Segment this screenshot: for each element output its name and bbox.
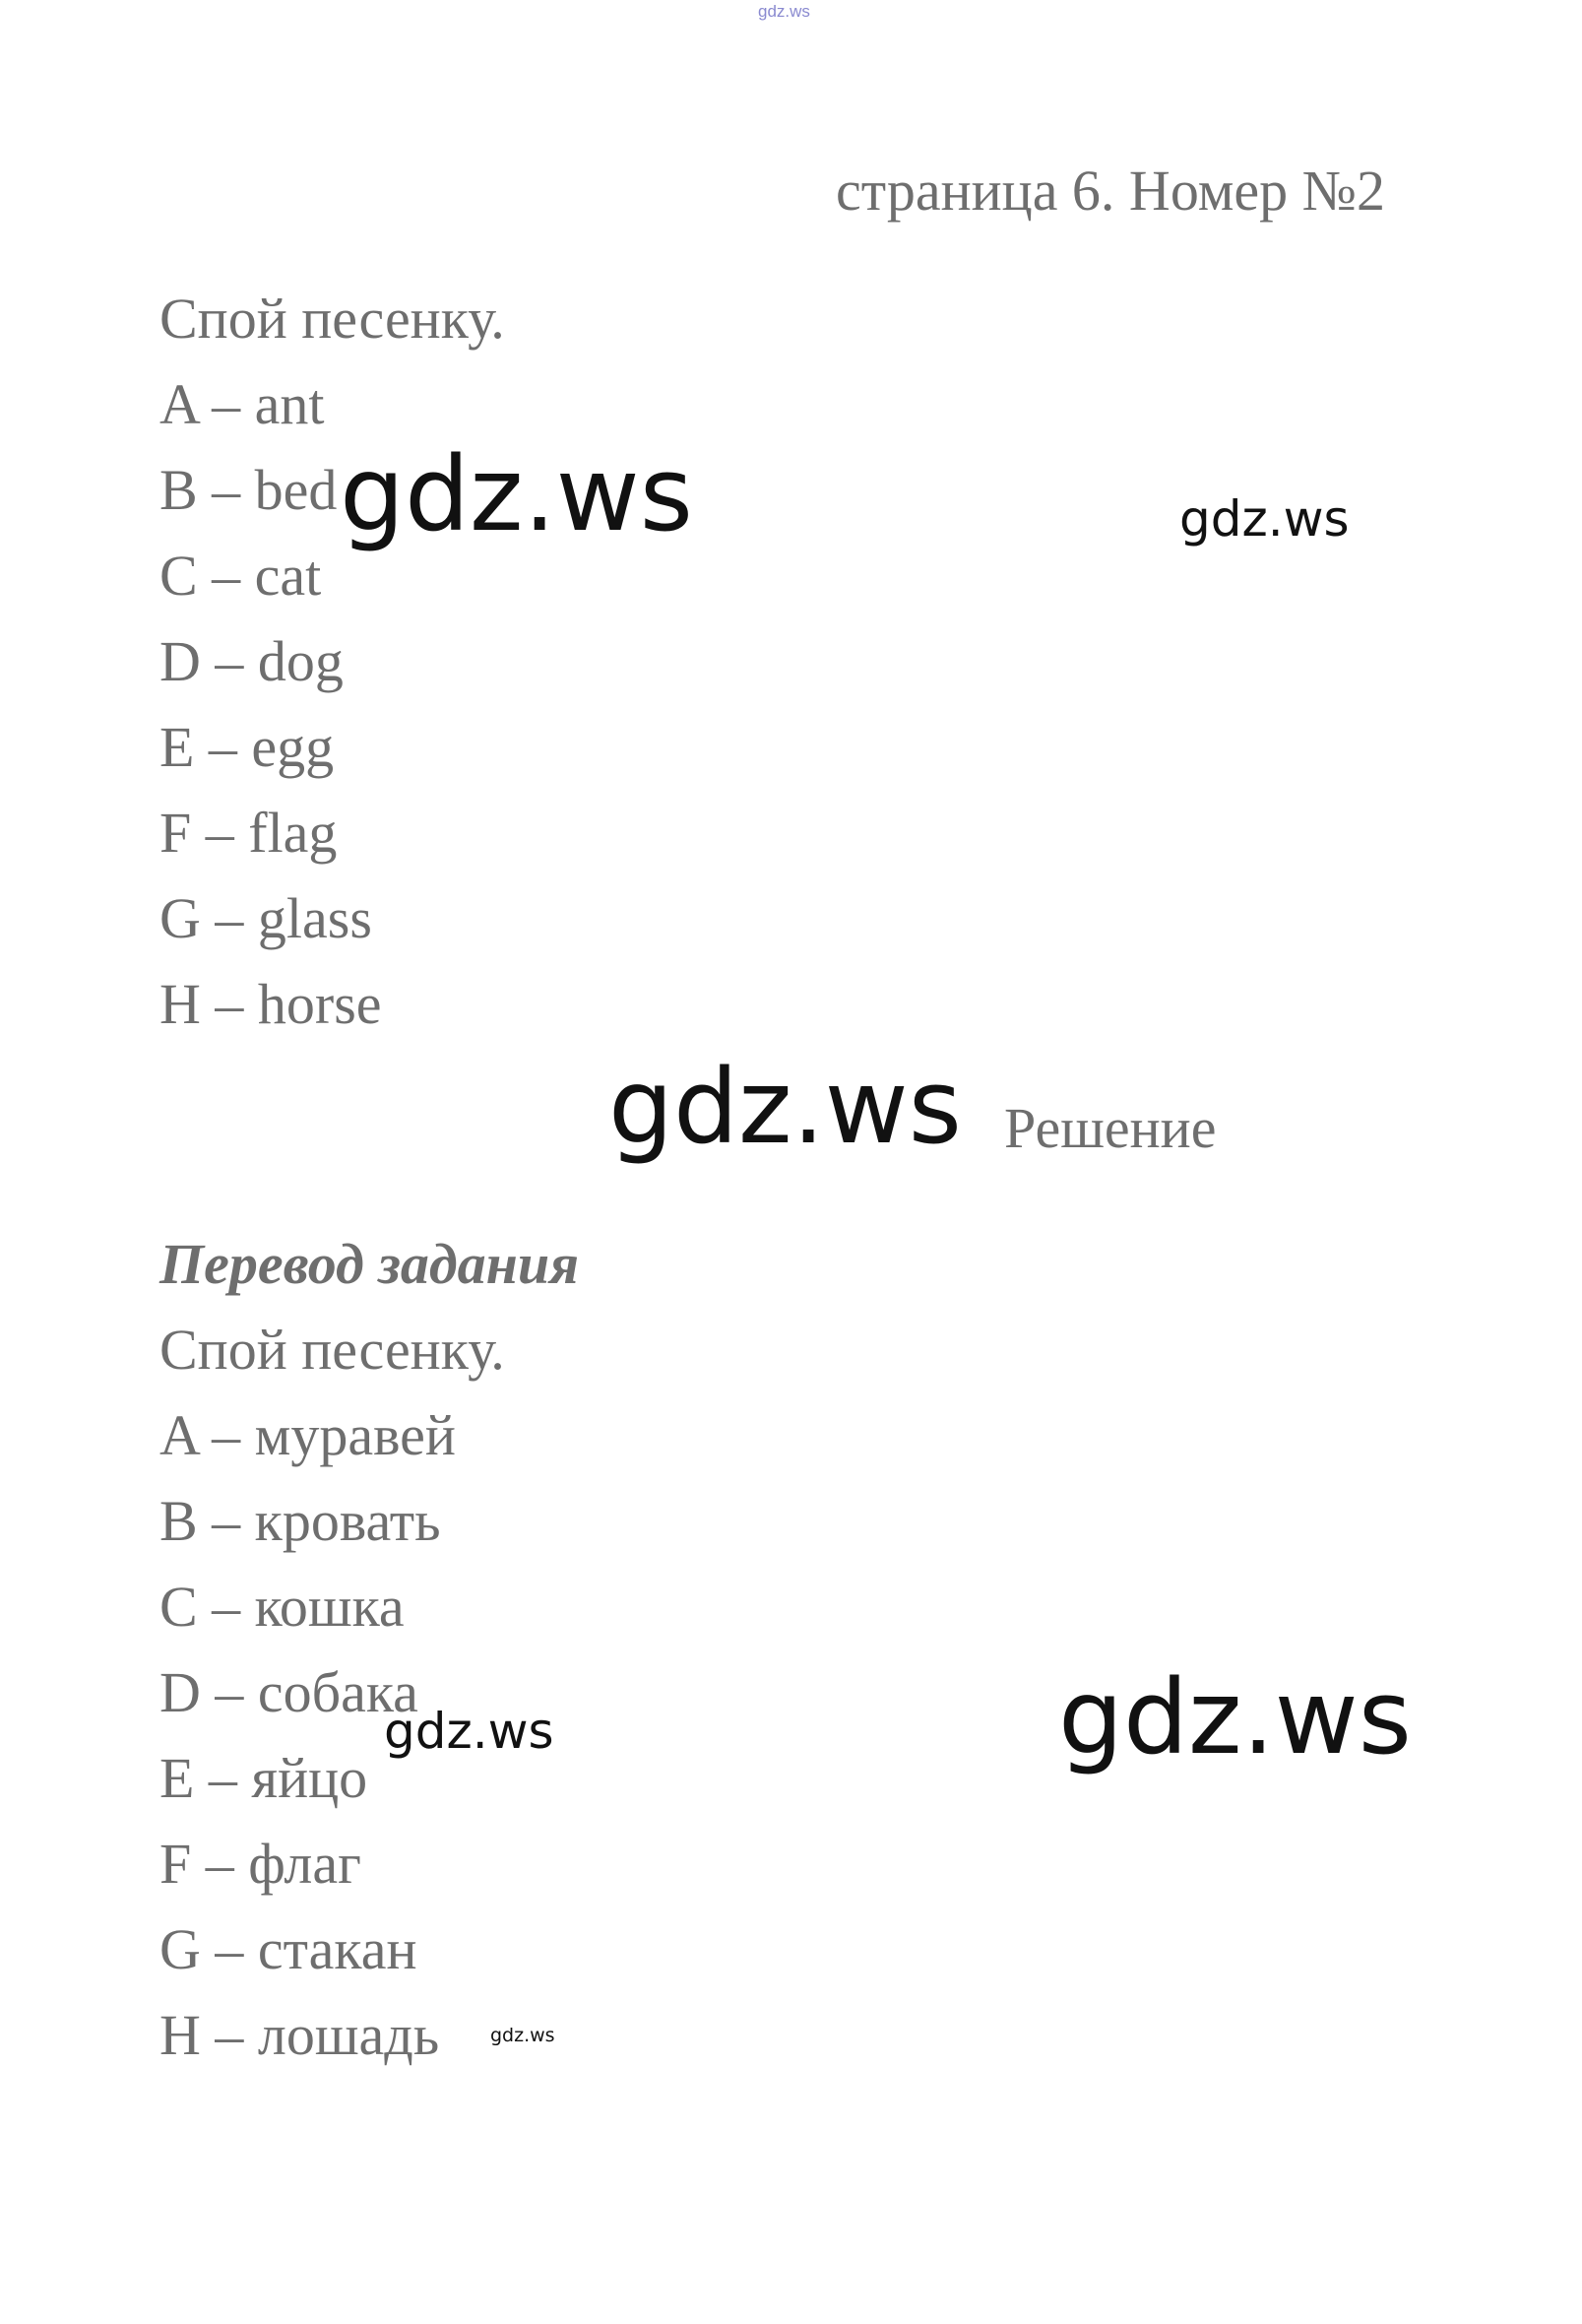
watermark: gdz.ws xyxy=(1058,1657,1412,1777)
top-watermark: gdz.ws xyxy=(758,2,810,21)
solution-label: Решение xyxy=(1004,1096,1217,1160)
task-line-a: A – ant xyxy=(159,372,325,436)
translation-line-g: G – стакан xyxy=(159,1917,417,1981)
task-line-f: F – flag xyxy=(159,801,338,865)
page-header: страница 6. Номер №2 xyxy=(836,159,1385,223)
task-block xyxy=(159,276,505,1047)
watermark: gdz.ws xyxy=(340,434,693,554)
task-line-e: E – egg xyxy=(159,715,335,779)
translation-line-h: H – лошадь xyxy=(159,2003,440,2067)
translation-line-e: E – яйцо xyxy=(159,1746,368,1810)
translation-instruction: Спой песенку. xyxy=(159,1318,505,1382)
task-line-g: G – glass xyxy=(159,886,372,950)
task-line-c: C – cat xyxy=(159,544,322,608)
task-instruction: Спой песенку. xyxy=(159,287,505,351)
translation-block xyxy=(159,1221,579,2078)
watermark: gdz.ws xyxy=(1179,490,1350,548)
translation-line-b: B – кровать xyxy=(159,1489,441,1553)
translation-line-f: F – флаг xyxy=(159,1832,361,1896)
translation-line-d: D – собака xyxy=(159,1660,418,1724)
watermark: gdz.ws xyxy=(608,1047,962,1167)
translation-title: Перевод задания xyxy=(159,1232,579,1296)
task-line-d: D – dog xyxy=(159,629,344,693)
translation-line-c: C – кошка xyxy=(159,1575,405,1639)
translation-line-a: A – муравей xyxy=(159,1403,456,1467)
task-line-h: H – horse xyxy=(159,972,382,1036)
watermark: gdz.ws xyxy=(384,1703,554,1760)
watermark: gdz.ws xyxy=(490,2025,555,2046)
task-line-b: B – bed xyxy=(159,458,338,522)
